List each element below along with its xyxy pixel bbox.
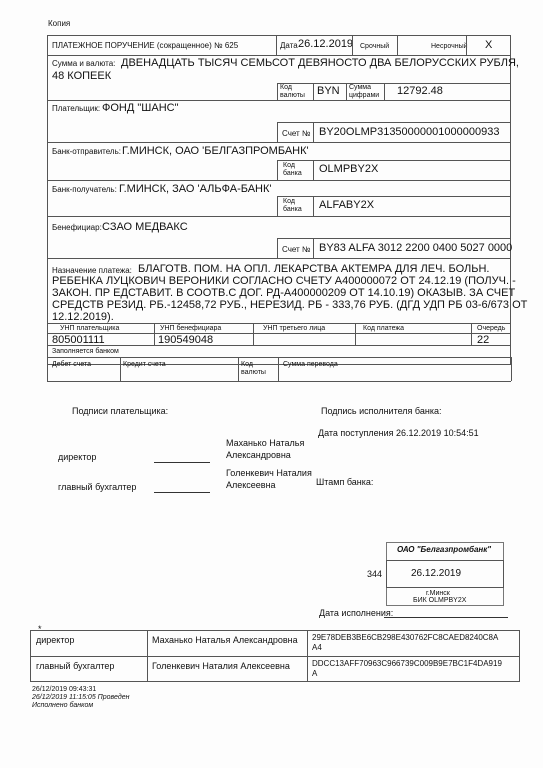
ecp-row-sig-2: A — [312, 669, 318, 678]
payer-name: ФОНД "ШАНС" — [102, 102, 179, 114]
ecp-row-sig-2: A4 — [312, 643, 322, 652]
purpose-line-3: ЗАКОН. ПР ЕДСТАВИТ. В СООТВ.С ДОГ. РД-А400000209 ОТ 14.10.19) ОКАЗЫВ. ЗА СЧЕТ — [52, 287, 516, 299]
beneficiary-label: Бенефициар: — [52, 223, 102, 232]
sender-bank-code-label-1: Код — [283, 162, 295, 169]
stamp-city: г.Минск — [426, 590, 450, 597]
director-name-2: Александровна — [226, 450, 291, 460]
credit-label: Кредит счета — [123, 361, 166, 368]
receiver-bank-label: Банк-получатель: — [52, 185, 117, 194]
copy-label: Копия — [48, 19, 71, 28]
asterisk-mark: * — [38, 624, 42, 634]
currency-code-label-1: Код — [280, 84, 292, 91]
sender-bank-code-label-2: банка — [283, 170, 302, 177]
receiver-bank: Г.МИНСК, ЗАО 'АЛЬФА-БАНК' — [119, 183, 272, 195]
director-label: директор — [58, 452, 97, 462]
purpose-line-4: СРЕДСТВ РЕЗИД. РБ.-12458,72 РУБ., НЕРЕЗИД. РБ - 333,76 РУБ. (ДГД УДП РБ 03-6/673 ОТ — [52, 299, 528, 311]
beneficiary-account: BY83 ALFA 3012 2200 0400 5027 0000 — [319, 242, 513, 254]
unp-payer-label: УНП плательщика — [60, 325, 120, 332]
payment-code-label: Код платежа — [363, 325, 404, 332]
ecp-row-sig-1: 29E78DEB3BE6CB298E430762FC8CAED8240C8A — [312, 633, 499, 642]
unp-benef-label: УНП бенефициара — [160, 325, 222, 332]
purpose-line-5: 12.12.2019). — [52, 311, 114, 323]
debit-label: Дебет счета — [52, 361, 92, 368]
sum-digits-label-1: Сумма — [349, 84, 371, 91]
stamp-date: 26.12.2019 — [411, 568, 462, 579]
footer-line-2: 26/12/2019 11:15:05 Проведен — [32, 694, 130, 701]
purpose-label: Назначение платежа: — [52, 266, 132, 275]
amount-label: Сумма и валюта: — [52, 59, 116, 68]
director-name-1: Маханько Наталья — [226, 438, 305, 448]
ecp-row-role: директор — [36, 635, 75, 645]
stamp-bik: БИК OLMPBY2X — [413, 597, 467, 604]
accountant-label: главный бухгалтер — [58, 482, 137, 492]
stamp-bank-name: ОАО "Белгазпромбанк" — [397, 545, 492, 554]
sender-bank-label: Банк-отправитель: — [52, 147, 121, 156]
ecp-row-name: Маханько Наталья Александровна — [152, 635, 298, 645]
purpose-line-1: БЛАГОТВ. ПОМ. НА ОПЛ. ЛЕКАРСТВА АКТЕМРА ДЛЯ ЛЕЧ. БОЛЬН. — [138, 263, 490, 275]
ecp-row-sig-1: DDCC13AFF70963C966739C009B9E7BC1F4DA919 — [312, 659, 502, 668]
urgent-label: Срочный — [360, 43, 390, 50]
currency-code: BYN — [317, 85, 340, 97]
stamp-number: 344 — [367, 569, 383, 579]
receiver-bank-code-label-1: Код — [283, 198, 295, 205]
queue: 22 — [477, 334, 490, 346]
purpose-line-2: РЕБЕНКА ЛУЦКОВИЧ ВЕРОНИКИ СОГЛАСНО СЧЕТУ А400000072 ОТ 24.12.19 (ПОЛУЧ. - — [52, 275, 516, 287]
receiver-bank-code-label-2: банка — [283, 206, 302, 213]
sum-digits-label-2: цифрами — [349, 92, 380, 99]
beneficiary-account-label: Счет № — [282, 245, 311, 254]
receipt-date: Дата поступления 26.12.2019 10:54:51 — [318, 428, 479, 438]
execution-date-line — [384, 617, 508, 618]
accountant-name-2: Алексеевна — [226, 480, 276, 490]
unp-third-label: УНП третьего лица — [263, 325, 326, 332]
accountant-sign-line — [154, 492, 210, 493]
date-value: 26.12.2019 — [298, 38, 354, 50]
footer-line-1: 26/12/2019 09:43:31 — [32, 686, 97, 693]
transfer-sum-label: Сумма перевода — [283, 361, 338, 368]
amount-words-1: ДВЕНАДЦАТЬ ТЫСЯЧ СЕМЬСОТ ДЕВЯНОСТО ДВА БЕЛОРУССКИХ РУБЛЯ, — [121, 57, 519, 69]
receiver-bank-code: ALFABY2X — [319, 199, 375, 211]
sum-digits: 12792.48 — [397, 85, 443, 97]
bank-currency-code-label-2: валюты — [241, 369, 266, 376]
nonurgent-label: Несрочный — [431, 43, 468, 50]
payer-account-label: Счет № — [282, 129, 311, 138]
payer-sign-label: Подписи плательщика: — [72, 406, 169, 416]
unp-payer: 805001111 — [52, 334, 105, 346]
stamp-label: Штамп банка: — [316, 477, 374, 487]
unp-benef: 190549048 — [158, 334, 214, 346]
payer-account: BY20OLMP31350000001000000933 — [319, 126, 500, 138]
ecp-row-role: главный бухгалтер — [36, 661, 115, 671]
beneficiary: СЗАО МЕДВАКС — [102, 221, 188, 233]
sender-bank-code: OLMPBY2X — [319, 163, 379, 175]
currency-code-label-2: валюты — [280, 92, 305, 99]
amount-words-2: 48 КОПЕЕК — [52, 70, 112, 82]
sender-bank: Г.МИНСК, ОАО 'БЕЛГАЗПРОМБАНК' — [122, 145, 309, 157]
bank-fill-label: Заполняется банком — [52, 348, 119, 355]
doc-title: ПЛАТЕЖНОЕ ПОРУЧЕНИЕ (сокращенное) № 625 — [52, 41, 239, 50]
accountant-name-1: Голенкевич Наталия — [226, 468, 312, 478]
bank-currency-code-label-1: Код — [241, 361, 253, 368]
ecp-row-name: Голенкевич Наталия Алексеевна — [152, 661, 290, 671]
queue-label: Очередь — [477, 325, 506, 332]
director-sign-line — [154, 462, 210, 463]
date-label: Дата — [280, 41, 298, 50]
footer-line-3: Исполнено банком — [32, 702, 94, 709]
bank-sign-label: Подпись исполнителя банка: — [321, 406, 442, 416]
payer-label: Плательщик: — [52, 104, 101, 113]
nonurgent-mark: X — [485, 39, 493, 51]
execution-date-label: Дата исполнения: — [319, 608, 394, 618]
